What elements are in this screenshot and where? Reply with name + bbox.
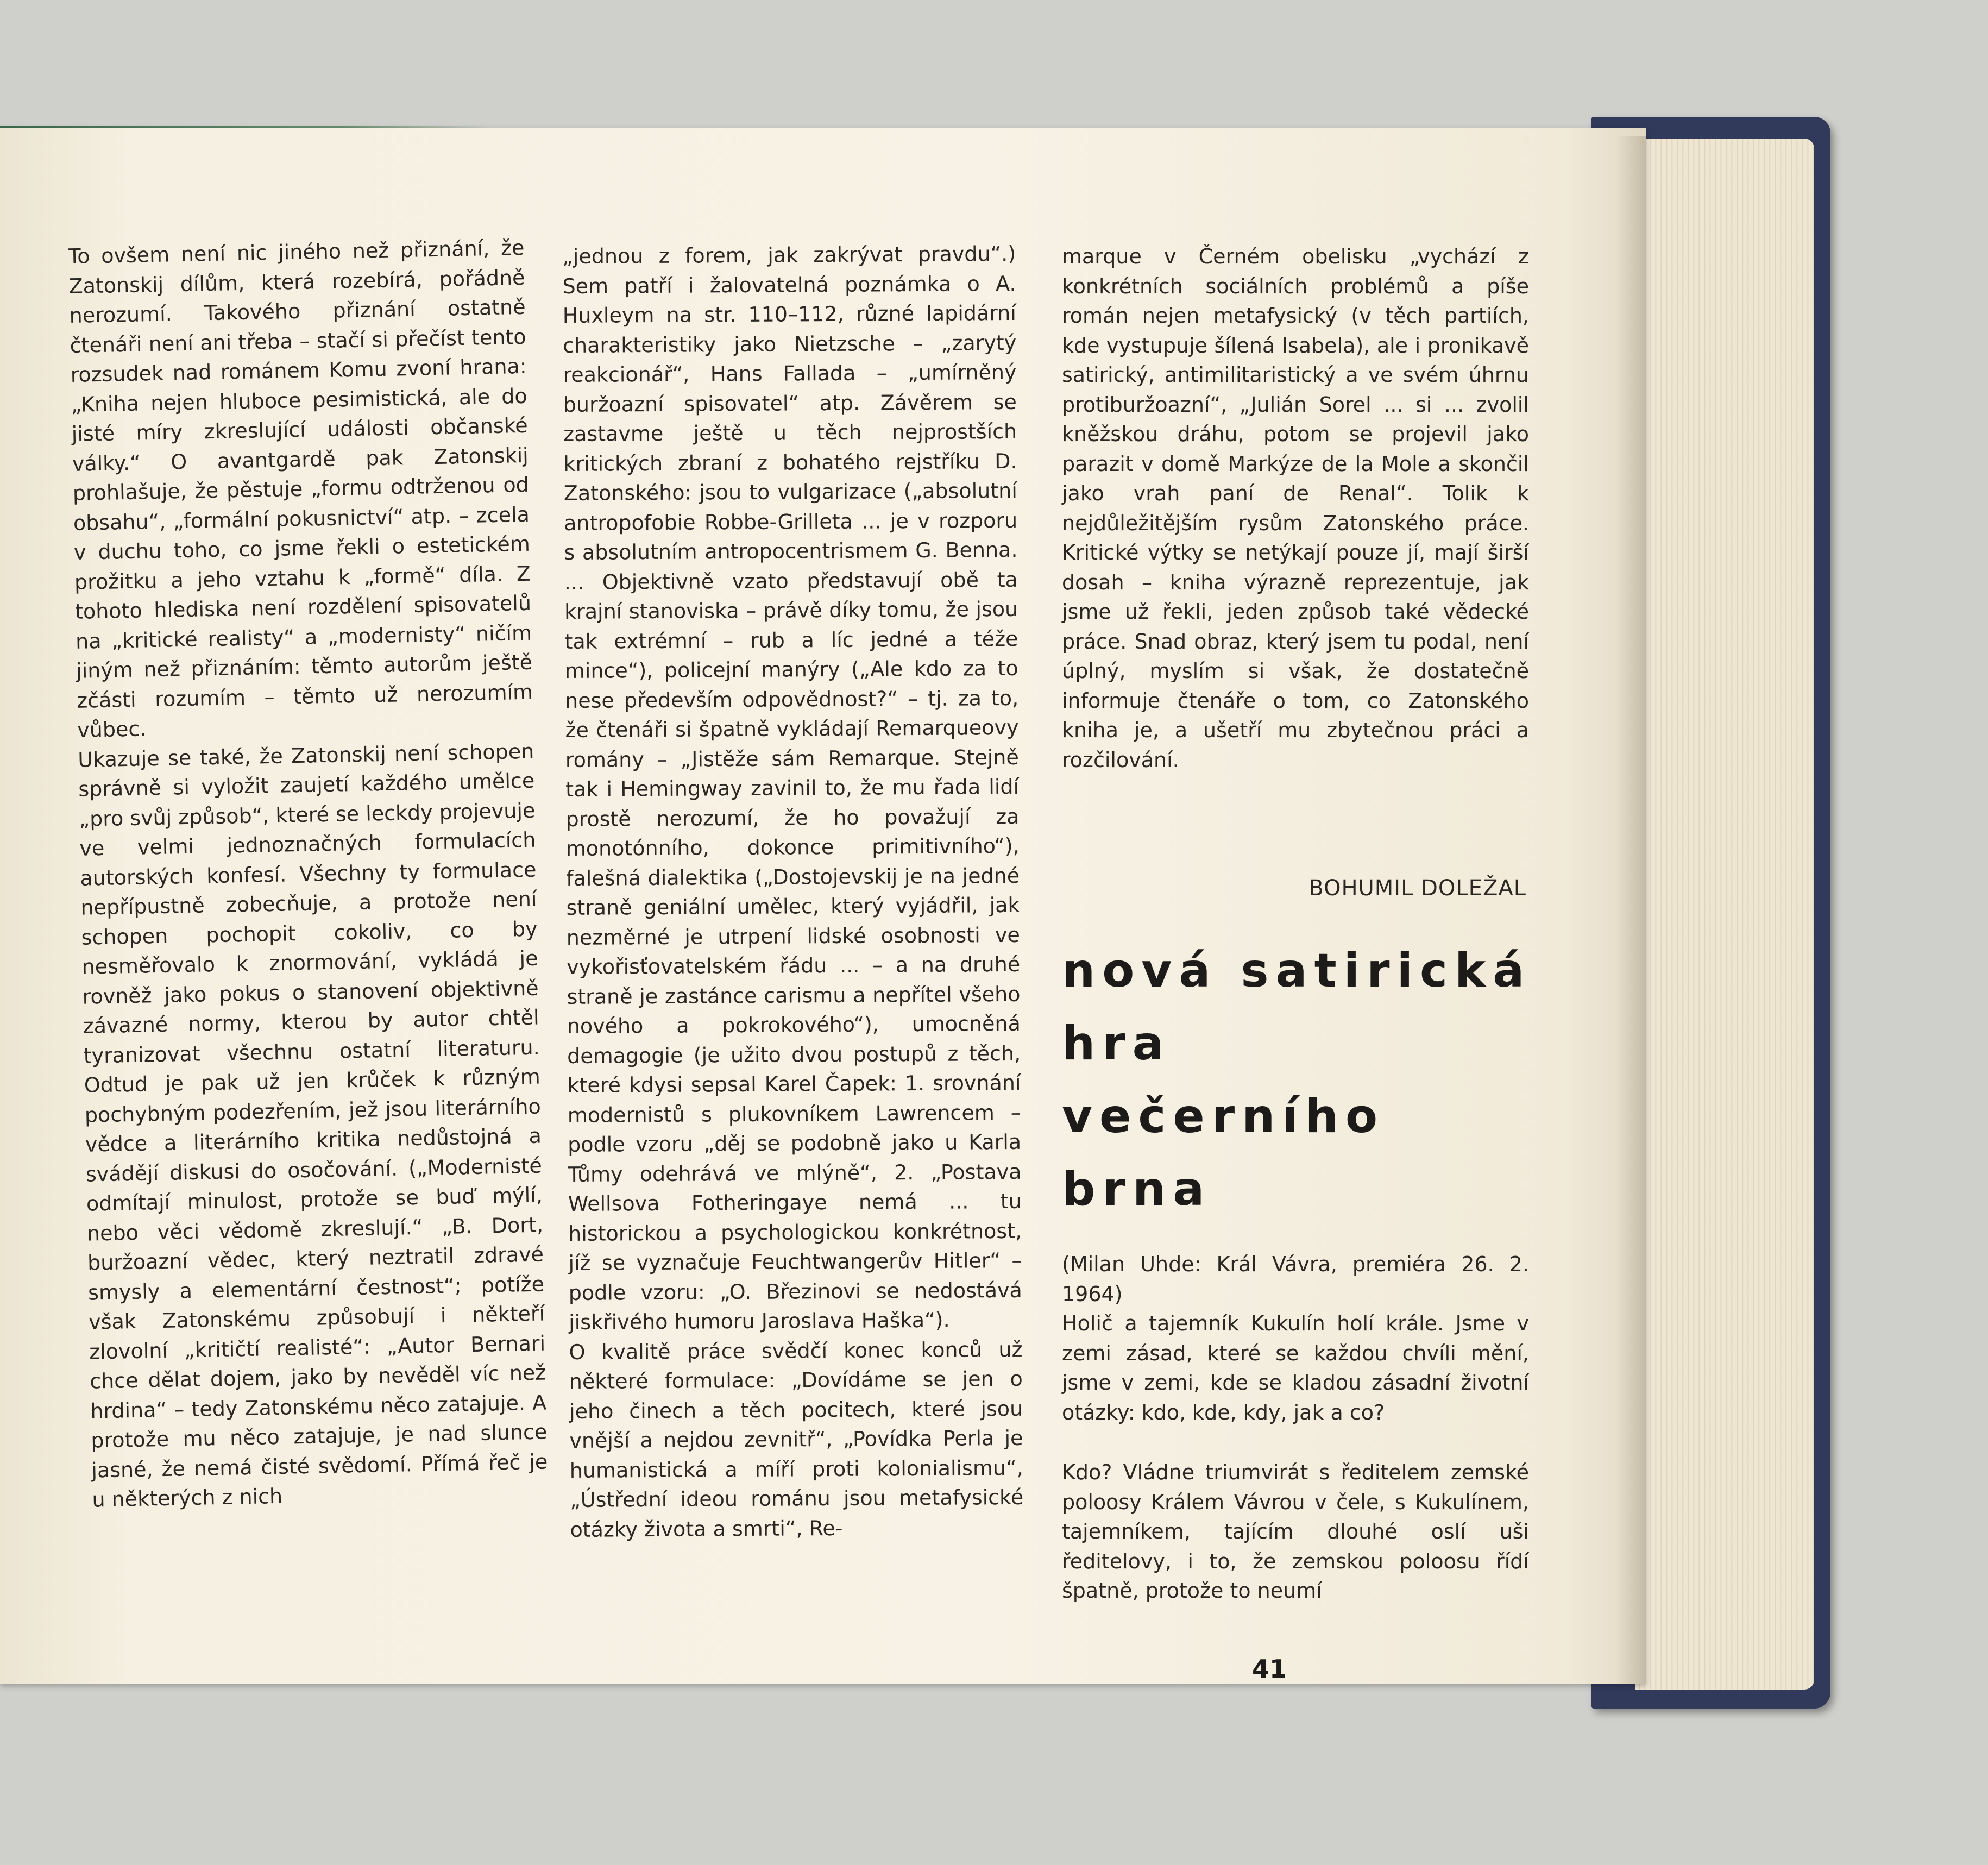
- page-number: 41: [1252, 1654, 1287, 1684]
- article-body: [1062, 1249, 1529, 1606]
- paragraph: marque v Černém obelisku „vychází z konkrétních sociálních problémů a píše román nejen metafysický (v těch partiích, kde vystupuje šílená Isabela), ale i pronikavě satirický, antimilitaristický a ve svém úhrnu protiburžoazní“, „Julián Sorel ... si ... zvolil kněžskou dráhu, potom se projevil jako parazit v domě Markýze de la Mole a skončil jako vrah paní de Renal“. Tolik k nejdůležitějším rysům Zatonského práce. Kritické výtky se netýkají pouze jí, mají širší dosah – kniha výrazně reprezentuje, jak jsme už řekli, jeden způsob také vědecké práce. Snad obraz, který jsem tu podal, není úplný, myslím si však, že dostatečně informuje čtenáře o tom, co Zatonského kniha je, a ušetří mu zbytečnou práci a rozčilování.: [1062, 244, 1529, 772]
- article-author: BOHUMIL DOLEŽAL: [1308, 876, 1526, 901]
- page-curl-shadow: [1616, 136, 1646, 1684]
- paragraph: „jednou z forem, jak zakrývat pravdu“.) Sem patří i žalovatelná poznámka o A. Huxleym na str. 110–112, různé lapidární charakteristiky jako Nietzsche – „zarytý reakcionář“, Hans Fallada – „umírněný buržoazní spisovatel“ atp. Závěrem se zastavme ještě u těch nejprostších kritických zbraní z bohatého rejstříku D. Zatonského: jsou to vulgarizace („absolutní antropofobie Robbe-Grilleta ... je v rozporu s absolutním antropocentrismem G. Benna. ... Objektivně vzato představují obě ta krajní stanoviska – právě díky tomu, že jsou tak extrémní – rub a líc jedné a téže mince“), policejní manýry („Ale kdo za to nese především odpovědnost?“ – tj. za to, že čtenáři si špatně vykládají Remarqueovy romány – „Jistěže sám Remarque. Stejně tak i Hemingway zavinil to, že mu řada lidí prostě nerozumí, že ho považují za monotónního, dokonce primitivního“), falešná dialektika („Dostojevskij je na jedné straně geniální umělec, který vyjádřil, jak nezměrné je utrpení lidské osobnosti ve vykořisťovatelském řádu ... – a na druhé straně je zastánce carismu a nepřítel všeho nového a pokrokového“), umocněná demagogie (je užito dvou postupů z těch, které kdysi sepsal Karel Čapek: 1. srovnání modernistů s plukovníkem Lawrencem – podle vzoru „děj se podobně jako u Karla Tůmy odehrává ve mlýně“, 2. „Postava Wellsova Fotheringaye nemá ... tu historickou a psychologickou konkrétnost, jíž se vyznačuje Feuchtwangerův Hitler“ – podle vzoru: „O. Březinovi se nedostává jiskřivého humoru Jaroslava Haška“).: [562, 241, 1022, 1334]
- headline-line: večerního: [1062, 1089, 1385, 1144]
- article-intro: Holič a tajemník Kukulín holí krále. Jsme v zemi zásad, které se každou chvíli mění, jsme v zemi, kde se kladou zásadní životní otázky: kdo, kde, kdy, jak a co?: [1062, 1311, 1529, 1424]
- text-column-1: [68, 233, 549, 1515]
- article-headline: [1062, 934, 1551, 1226]
- headline-line: brna: [1062, 1162, 1212, 1216]
- headline-line: nová satirická: [1062, 944, 1532, 998]
- page-edges: [1635, 139, 1814, 1690]
- headline-line: hra: [1062, 1016, 1171, 1071]
- paragraph: O kvalitě práce svědčí konec konců už některé formulace: „Dovídáme se jen o jeho činech a těch pocitech, které jsou vnější a nejdou zevnitř“, „Povídka Perla je humanistická a míří proti kolonialismu“, „Ústřední ideou románu jsou metafysické otázky života a smrti“, Re-: [569, 1337, 1024, 1542]
- article-subtitle: (Milan Uhde: Král Vávra, premiéra 26. 2. 1964): [1062, 1252, 1529, 1306]
- paragraph: Kdo? Vládne triumvirát s ředitelem zemské poloosy Králem Vávrou v čele, s Kukulínem, tajemníkem, tajícím dlouhé oslí uši ředitelovy, i to, že zemskou poloosu řídí špatně, protože to neumí: [1062, 1460, 1529, 1603]
- text-column-2: [562, 239, 1024, 1544]
- paragraph: To ovšem není nic jiného než přiznání, že Zatonskij dílům, která rozebírá, pořádně nerozumí. Takového přiznání ostatně čtenáři není ani třeba – stačí si přečíst tento rozsudek nad románem Komu zvoní hrana: „Kniha nejen hluboce pesimistická, ale do jisté míry zkreslující události občanské války.“ O avantgardě pak Zatonskij prohlašuje, že pěstuje „formu odtrženou od obsahu“, „formální pokusnictví“ atp. – zcela v duchu toho, co jsme řekli o estetickém prožitku a jeho vztahu k „formě“ díla. Z tohoto hlediska není rozdělení spisovatelů na „kritické realisty“ a „modernisty“ ničím jiným než přiznáním: těmto autorům ještě zčásti rozumím – těmto už nerozumím vůbec.: [68, 235, 533, 742]
- paragraph: Ukazuje se také, že Zatonskij není schopen správně si vyložit zaujetí každého umělce „pro svůj způsob“, které se leckdy projevuje ve velmi jednoznačných formulacích autorských konfesí. Všechny ty formulace nepřípustně zobecňuje, a protože není schopen pochopit cokoliv, co by nesměřovalo k znormování, vykládá je rovněž jako pokus o stanovení objektivně závazné normy, kterou by autor chtěl tyranizovat všechnu ostatní literaturu. Odtud je pak už jen krůček k různým pochybným podezřením, jež jsou literárního vědce a literárního kritika nedůstojná a svádějí diskusi do osočování. („Modernisté odmítají minulost, protože se buď mýlí, nebo věci vědomě zkreslují.“ „B. Dort, buržoazní vědec, který neztratil zdravé smysly a elementární čestnost“; potíže však Zatonskému způsobují i někteří zlovolní „kritičtí realisté“: „Autor Bernari chce dělat dojem, jako by nevěděl víc než hrdina“ – tedy Zatonskému něco zatajuje. A protože mu něco zatajuje, je nad slunce jasné, že nemá čisté svědomí. Přímá řeč je u některých z nich: [77, 739, 548, 1512]
- text-column-3: [1062, 242, 1529, 775]
